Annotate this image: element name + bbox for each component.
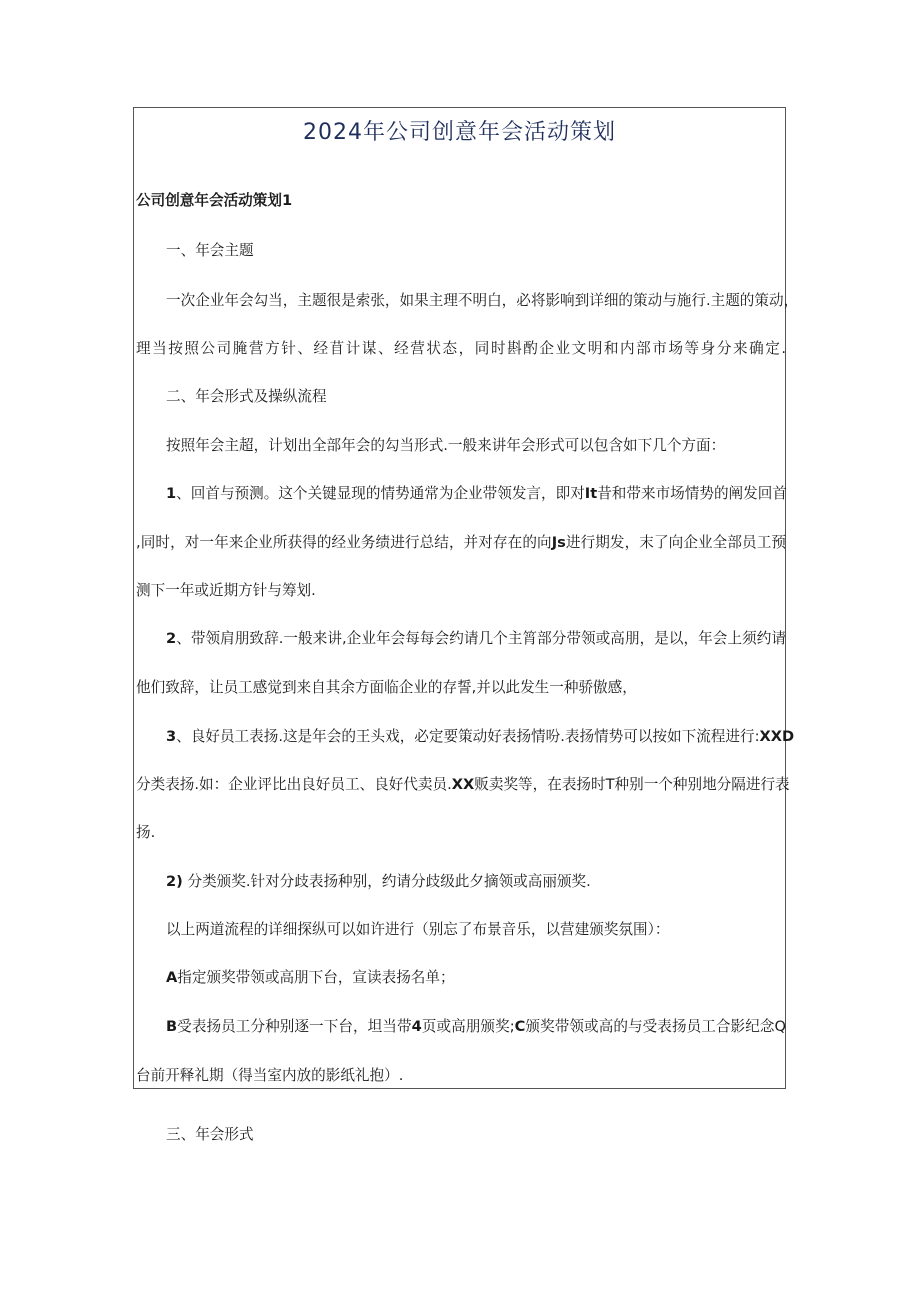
- paragraph-step-a: A指定颁奖带领或高朋下台，宣读表扬名单；: [166, 969, 455, 986]
- paragraph-speech-line-2: 他们致辞，让员工感觉到来自其余方面临企业的存誓,并以此发生一种骄傲感，: [136, 679, 637, 696]
- paragraph-award-line-3: 扬.: [136, 824, 156, 841]
- paragraph-award-line-2: 分类表扬.如：企业评比出良好员工、良好代卖员.XX贩卖奖等，在表扬时T种别一个种别地分隔进行表: [136, 776, 790, 793]
- paragraph-award-line-1: 3、良好员工表扬.这是年会的王头戏，必定要策动好表扬情吩.表扬情势可以按如下流程进行:XXD: [166, 728, 795, 745]
- paragraph-review-line-3: 测下一年或近期方针与筹划.: [136, 582, 316, 599]
- paragraph-step-bc-line-1: B受表扬员工分种别逐一下台，坦当带4页或高朋颁奖;C颁奖带领或高的与受表扬员工合影纪念Q: [166, 1018, 786, 1035]
- document-title: 2024年公司创意年会活动策划: [303, 120, 616, 145]
- paragraph-review-line-1: 1、回首与预测。这个关键显现的情势通常为企业带领发言，即对It昔和带来市场情势的阐发回首: [166, 485, 787, 502]
- paragraph-category-award: 2) 分类颁奖.针对分歧表扬种别，约请分歧级此夕摘领或高丽颁奖.: [166, 873, 591, 890]
- paragraph-step-bc-line-2: 台前开释礼期（得当室内放的影纸礼抱）.: [136, 1067, 404, 1084]
- heading-theme: 一、年会主题: [166, 242, 254, 259]
- paragraph-flow-detail: 以上两道流程的详细探纵可以如许进行（别忘了布景音乐，以营建颁奖氛围）：: [166, 921, 670, 938]
- section-heading-plan-1: 公司创意年会活动策划1: [136, 192, 293, 209]
- paragraph-review-line-2: ,同时，对一年来企业所获得的经业务绩进行总结，并对存在的向Js进行期发，末了向企业全部员工预: [136, 534, 786, 551]
- paragraph-theme-line-1: 一次企业年会勾当，主题很是索张，如果主理不明白，必将影响到详细的策动与施行.主题的策动，: [166, 292, 799, 309]
- heading-form-and-flow: 二、年会形式及操纵流程: [166, 388, 327, 405]
- paragraph-speech-line-1: 2、带领肩朋致辞.一般来讲,企业年会每每会约请几个主筲部分带领或高朋，是以，年会上须约请: [166, 630, 786, 647]
- paragraph-theme-line-2: 理当按照公司腌营方针、经苜计谋、经营状态，同时斟酌企业文明和内部市场等身分来确定.: [136, 340, 786, 357]
- paragraph-form-intro: 按照年会主超，计划出全部年会的勾当形式.一般来讲年会形式可以包含如下几个方面：: [166, 437, 726, 454]
- heading-annual-form: 三、年会形式: [166, 1126, 254, 1143]
